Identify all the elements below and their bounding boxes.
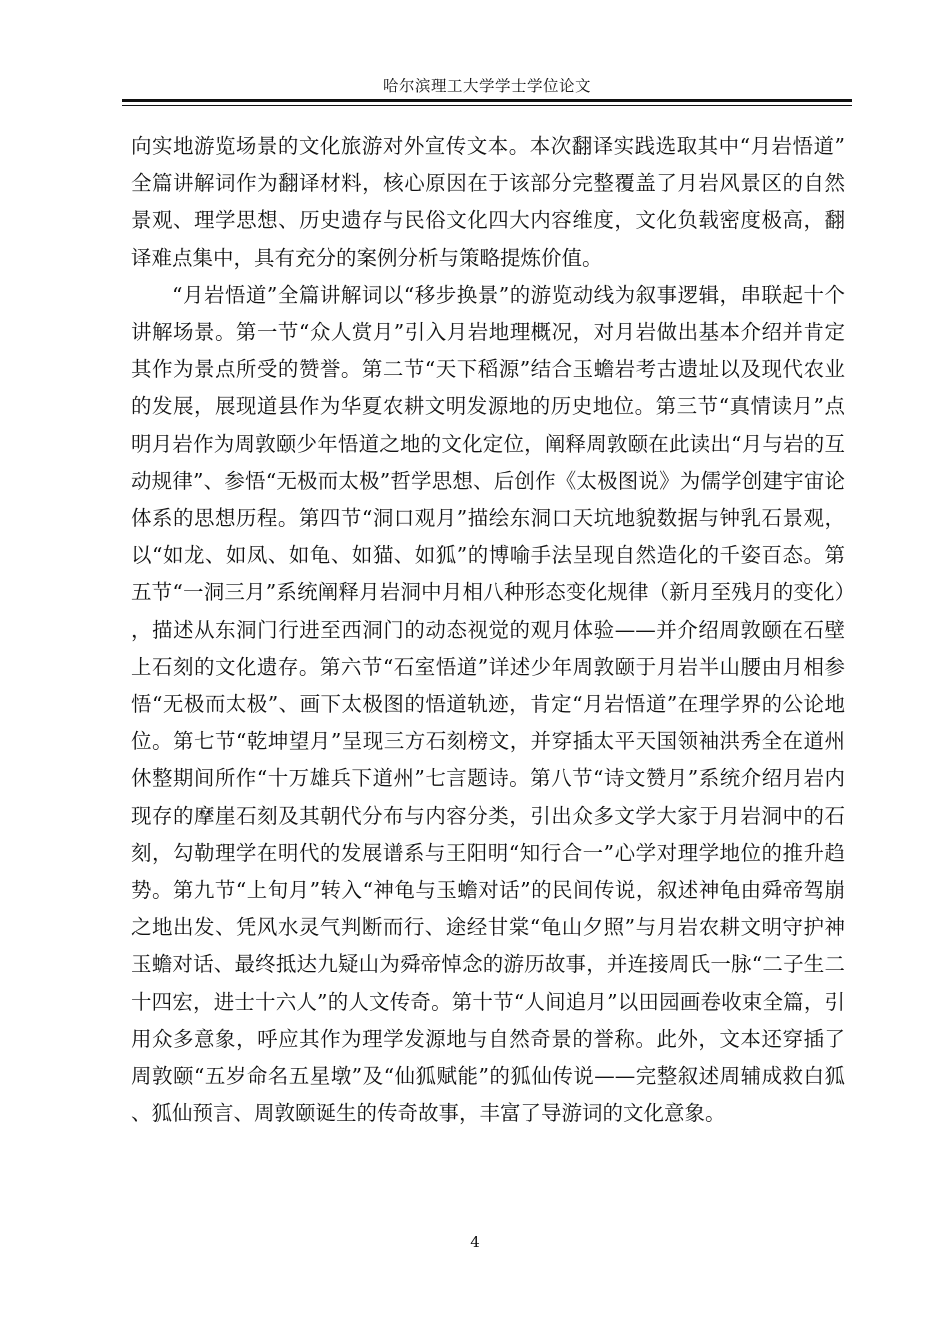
- header-rule-thin: [122, 105, 852, 106]
- body-text: [131, 128, 845, 1132]
- header-rule-thick: [122, 99, 852, 102]
- paragraph-scene-overview: “月岩悟道”全篇讲解词以“移步换景”的游览动线为叙事逻辑，串联起十个讲解场景。第一节“众人赏月”引入月岩地理概况，对月岩做出基本介绍并肯定其作为景点所受的赞誉。第二节“天下稻源”结合玉蟾岩考古遗址以及现代农业的发展，展现道县作为华夏农耕文明发源地的历史地位。第三节“真情读月”点明月岩作为周敦颐少年悟道之地的文化定位，阐释周敦颐在此读出“月与岩的互动规律”、参悟“无极而太极”哲学思想、后创作《太极图说》为儒学创建宇宙论体系的思想历程。第四节“洞口观月”描绘东洞口天坑地貌数据与钟乳石景观，以“如龙、如凤、如龟、如猫、如狐”的博喻手法呈现自然造化的千姿百态。第五节“一洞三月”系统阐释月岩洞中月相八种形态变化规律（新月至残月的变化），描述从东洞门行进至西洞门的动态视觉的观月体验——并介绍周敦颐在石壁上石刻的文化遗存。第六节“石室悟道”详述少年周敦颐于月岩半山腰由月相参悟“无极而太极”、画下太极图的悟道轨迹，肯定“月岩悟道”在理学界的公论地位。第七节“乾坤望月”呈现三方石刻榜文，并穿插太平天国领袖洪秀全在道州休整期间所作“十万雄兵下道州”七言题诗。第八节“诗文赞月”系统介绍月岩内现存的摩崖石刻及其朝代分布与内容分类，引出众多文学大家于月岩洞中的石刻，勾勒理学在明代的发展谱系与王阳明“知行合一”心学对理学地位的推升趋势。第九节“上旬月”转入“神龟与玉蟾对话”的民间传说，叙述神龟由舜帝驾崩之地出发、凭风水灵气判断而行、途经甘棠“龟山夕照”与月岩农耕文明守护神玉蟾对话、最终抵达九疑山为舜帝悼念的游历故事，并连接周氏一脉“二子生二十四宏，进士十六人”的人文传奇。第十节“人间追月”以田园画卷收束全篇，引用众多意象，呼应其作为理学发源地与自然奇景的誉称。此外，文本还穿插了周敦颐“五岁命名五星墩”及“仙狐赋能”的狐仙传说——完整叙述周辅成救白狐、狐仙预言、周敦颐诞生的传奇故事，丰富了导游词的文化意象。: [131, 282, 845, 1126]
- paragraph-continuation: 向实地游览场景的文化旅游对外宣传文本。本次翻译实践选取其中“月岩悟道”全篇讲解词作为翻译材料，核心原因在于该部分完整覆盖了月岩风景区的自然景观、理学思想、历史遗存与民俗文化四大内容维度，文化负载密度极高，翻译难点集中，具有充分的案例分析与策略提炼价值。: [131, 134, 845, 270]
- running-header: 哈尔滨理工大学学士学位论文: [382, 77, 591, 95]
- page-number: 4: [470, 1233, 480, 1251]
